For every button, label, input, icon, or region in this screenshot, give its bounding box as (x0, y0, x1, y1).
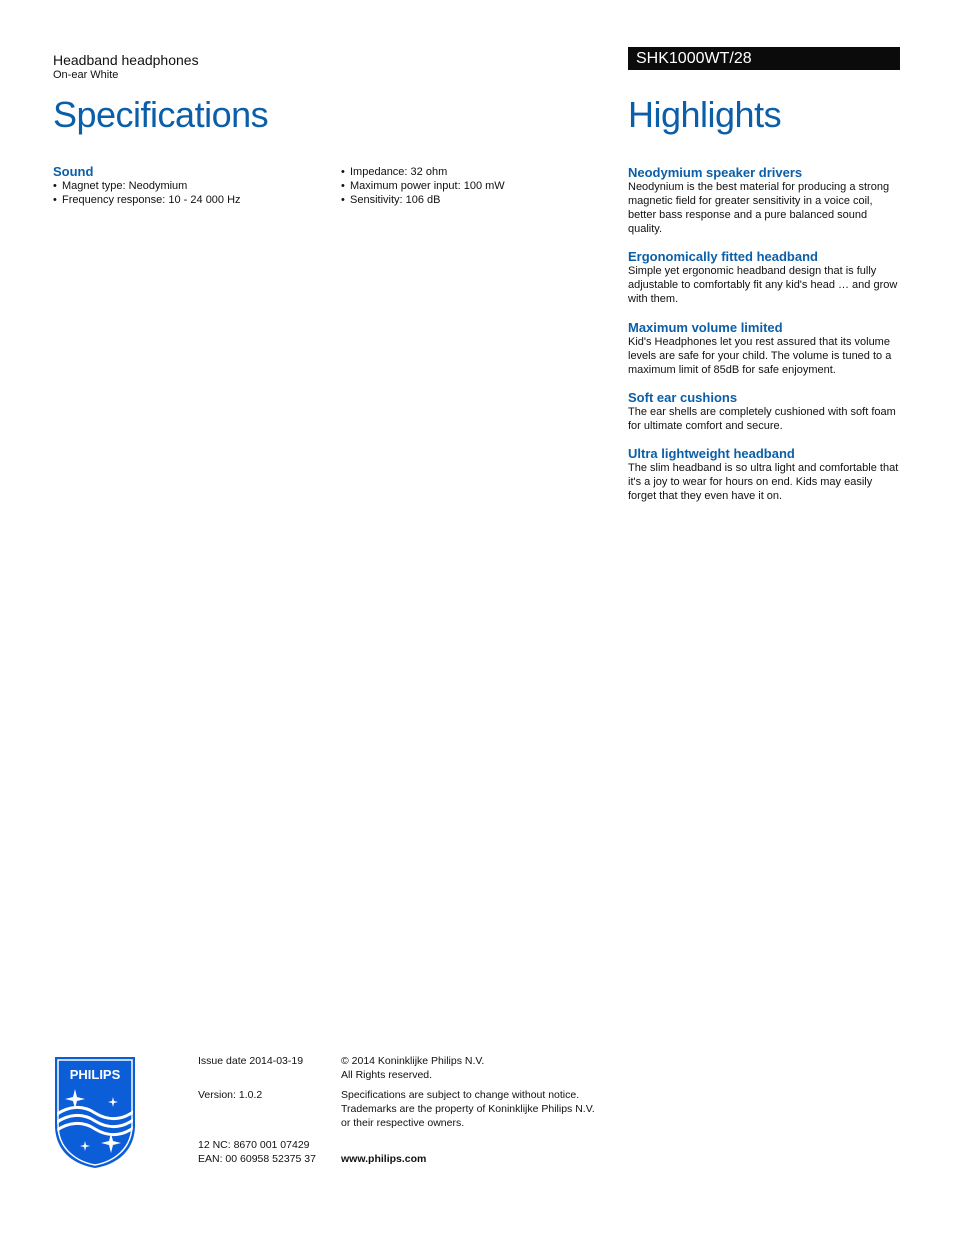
highlight-text: The slim headband is so ultra light and comfortable that it's a joy to wear for hours on end. Kids may easily forget that they even have it on. (628, 462, 899, 502)
notice-line: Trademarks are the property of Koninklijke Philips N.V. (341, 1103, 595, 1115)
copyright-line: © 2014 Koninklijke Philips N.V. (341, 1055, 485, 1067)
spec-item: • Frequency response: 10 - 24 000 Hz (53, 193, 333, 207)
product-subtitle: On-ear White (53, 69, 119, 81)
spec-list-col1 (53, 179, 333, 207)
issue-date: Issue date 2014-03-19 (198, 1055, 304, 1067)
philips-shield-icon (53, 1055, 137, 1168)
spec-list-col2 (341, 165, 611, 207)
highlight-text: Kid's Headphones let you rest assured that its volume levels are safe for your child. The volume is tuned to a maximum limit of 85dB for safe enjoyment. (628, 336, 892, 376)
highlight-item (628, 165, 903, 236)
highlight-title: Ultra lightweight headband (628, 446, 795, 461)
highlight-item (628, 446, 903, 503)
spec-item: • Maximum power input: 100 mW (341, 179, 611, 193)
highlight-title: Ergonomically fitted headband (628, 249, 818, 264)
highlight-title: Neodymium speaker drivers (628, 165, 803, 180)
product-title: Headband headphones (53, 52, 199, 68)
highlight-text: Simple yet ergonomic headband design that is fully adjustable to comfortably fit any kid's head … and grow with them. (628, 265, 898, 305)
logo-wordmark: PHILIPS (69, 1067, 121, 1082)
spec-item: • Sensitivity: 106 dB (341, 193, 611, 207)
highlights-heading: Highlights (628, 94, 782, 135)
highlight-text: Neodynium is the best material for producing a strong magnetic field for greater sensitivity in a voice coil, better bass response and a pure balanced sound quality. (628, 181, 890, 235)
highlight-title: Maximum volume limited (628, 320, 783, 335)
highlight-title: Soft ear cushions (628, 390, 738, 405)
ean-number: EAN: 00 60958 52375 37 (198, 1153, 316, 1165)
notice-line: or their respective owners. (341, 1117, 465, 1129)
rights-line: All Rights reserved. (341, 1069, 433, 1081)
model-number-badge: SHK1000WT/28 (628, 47, 900, 70)
notice-line: Specifications are subject to change without notice. (341, 1089, 580, 1101)
spec-item: • Impedance: 32 ohm (341, 165, 611, 179)
version: Version: 1.0.2 (198, 1089, 263, 1101)
highlight-item (628, 320, 903, 377)
spec-item: • Magnet type: Neodymium (53, 179, 333, 193)
spec-section-title: Sound (53, 164, 94, 179)
highlight-item (628, 390, 903, 433)
highlight-text: The ear shells are completely cushioned with soft foam for ultimate comfort and secure. (628, 406, 896, 432)
philips-logo (53, 1055, 137, 1168)
website-link[interactable]: www.philips.com (341, 1153, 427, 1165)
specifications-heading: Specifications (53, 94, 269, 135)
highlight-item (628, 249, 903, 306)
nc-number: 12 NC: 8670 001 07429 (198, 1139, 310, 1151)
